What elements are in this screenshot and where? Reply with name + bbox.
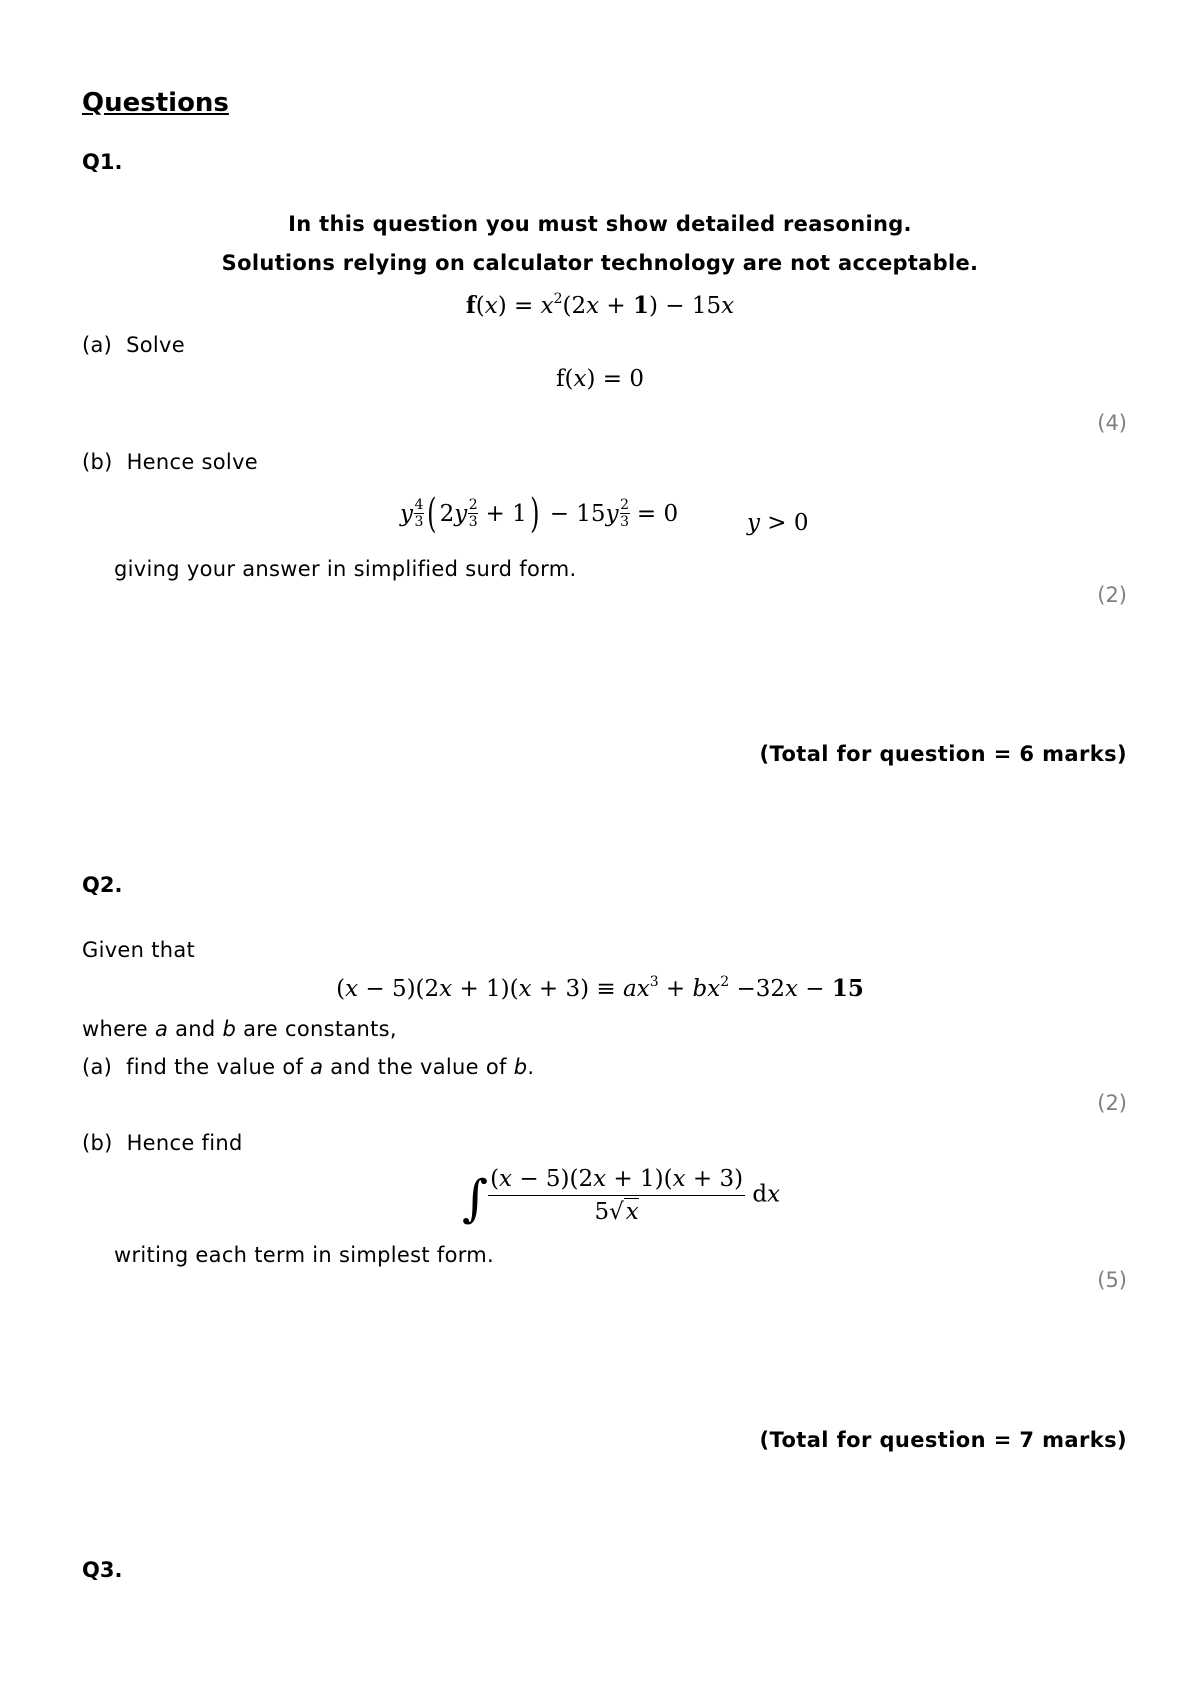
q1-mark-a: (4) — [1097, 411, 1127, 435]
q1-part-a — [82, 333, 185, 357]
q2-part-b-text: Hence find — [126, 1131, 243, 1155]
q1-part-b — [82, 450, 258, 474]
q1-mark-b: (2) — [1097, 583, 1127, 607]
q2-where: where a and b are constants, — [82, 1017, 397, 1041]
q1-part-a-label: (a) — [82, 333, 113, 357]
q2-mark-b: (5) — [1097, 1268, 1127, 1292]
q1-equation-b: y $\frac{4}{3}$ ( 2y $\frac{2}{3}$ + 1) − 15y $\frac{2}{3}$ = 0 — [400, 491, 679, 537]
q2-intro: Given that — [82, 938, 196, 962]
q1-notice-line1: In this question you must show detailed reasoning. — [288, 212, 912, 236]
q1-part-b-label: (b) — [82, 450, 113, 474]
page-title: Questions — [82, 88, 229, 118]
q2-part-b — [82, 1131, 243, 1155]
q2-total: (Total for question = 7 marks) — [759, 1428, 1127, 1452]
q2-integral: ∫ $\frac{(x - 5)(2x + 1)(x + 3)}{5√x}$ dx — [462, 1166, 781, 1228]
q1-condition: y > 0 — [747, 510, 809, 536]
q2-mark-a: (2) — [1097, 1091, 1127, 1115]
q2-part-a-text: find the value of — [126, 1055, 304, 1079]
q2-where-text: are constants, — [243, 1017, 397, 1041]
q1-part-b-text: Hence solve — [126, 450, 259, 474]
q1-function-definition: $f(x) = x^2(2x + 1) - 15x$ — [465, 291, 735, 319]
question-1-number: Q1. — [82, 150, 123, 174]
question-3-number: Q3. — [82, 1558, 123, 1582]
q1-total: (Total for question = 6 marks) — [759, 742, 1127, 766]
q2-part-b-note: writing each term in simplest form. — [114, 1243, 495, 1267]
q1-part-a-text: Solve — [126, 333, 185, 357]
q2-part-a: (a) find the value of a and the value of b. — [82, 1055, 535, 1079]
q2-part-a-label: (a) — [82, 1055, 113, 1079]
q2-identity: $(x - 5)(2x + 1)(x + 3) \equiv ax^3 + bx^2 -32x - 15$ — [336, 974, 864, 1002]
q1-equation-a: f(x) = 0 — [556, 366, 644, 392]
question-2-number: Q2. — [82, 873, 123, 897]
q1-part-b-note: giving your answer in simplified surd form. — [114, 557, 577, 581]
q1-notice-line2: Solutions relying on calculator technology are not acceptable. — [221, 251, 979, 275]
q2-part-b-label: (b) — [82, 1131, 113, 1155]
